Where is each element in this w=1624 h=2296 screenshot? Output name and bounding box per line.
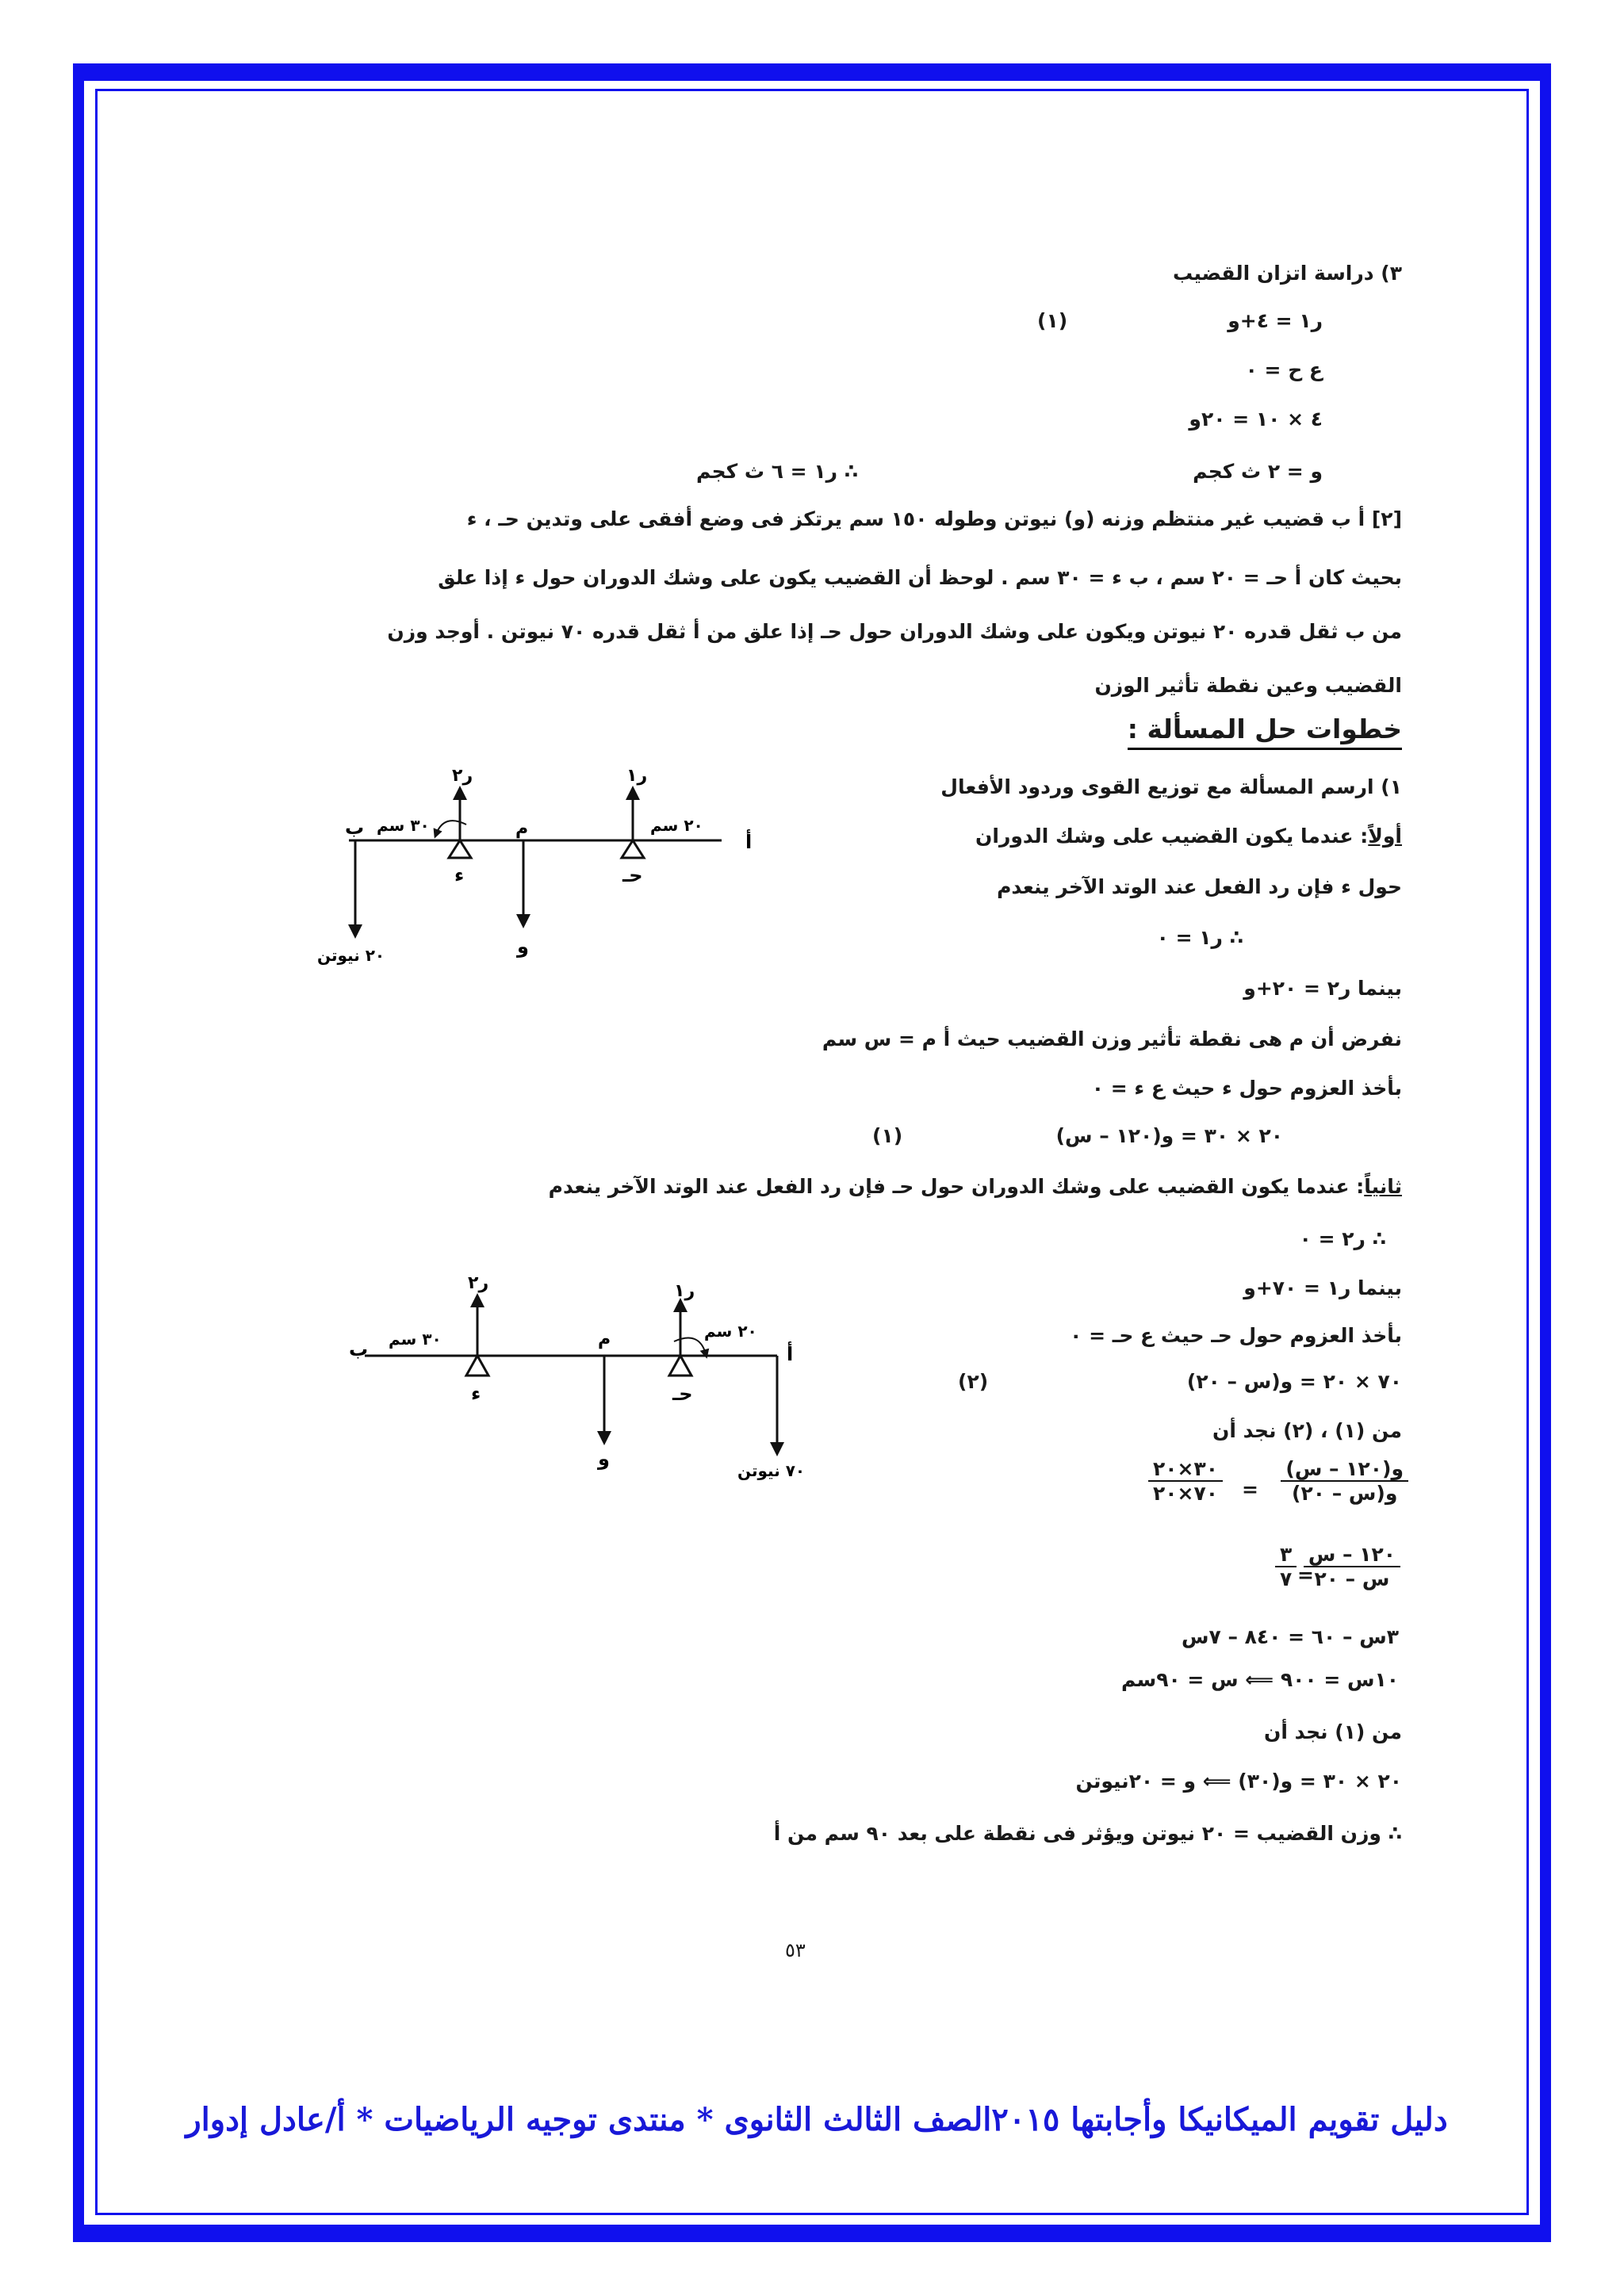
solution-step1: ١) ارسم المسألة مع توزيع القوى وردود الأفعال bbox=[940, 775, 1402, 798]
moments1-number: (١) bbox=[872, 1124, 903, 1147]
label-r2: ر٢ bbox=[468, 1273, 489, 1293]
from-1-line: من (١) نجد أن bbox=[1264, 1720, 1402, 1743]
label-a: أ bbox=[787, 1343, 794, 1365]
label-d: ء bbox=[471, 1383, 481, 1405]
support-d-icon bbox=[449, 840, 471, 858]
diagram-first-case bbox=[301, 745, 777, 999]
label-r2: ر٢ bbox=[452, 766, 473, 786]
label-m: م bbox=[515, 819, 529, 839]
page-number: ٥٣ bbox=[785, 1939, 806, 1961]
first-eq1: ∴ ر١ = ٠ bbox=[1156, 926, 1243, 949]
fraction-2-equals: = bbox=[1297, 1563, 1314, 1586]
problem-line-1: [٢] أ ب قضيب غير منتظم وزنه (و) نيوتن وطوله ١٥٠ سم يرتكز فى وضع أفقى على وتدين حـ ، ء bbox=[466, 507, 1402, 530]
moments2-line: بأخذ العزوم حول حـ حيث ع حـ = ٠ bbox=[1070, 1324, 1402, 1347]
fraction-1-right bbox=[1148, 1457, 1223, 1505]
label-dist-b: ٣٠ سم bbox=[389, 1330, 442, 1349]
part3-eq1-number: (١) bbox=[1037, 309, 1068, 332]
first-case bbox=[975, 825, 1402, 848]
fraction-1-right-numerator: ٣٠×٢٠ bbox=[1148, 1457, 1223, 1482]
problem-line-3: من ب ثقل قدره ٢٠ نيوتن ويكون على وشك الدوران حول حـ إذا علق من أ ثقل قدره ٧٠ نيوتن . أوجد وزن bbox=[387, 620, 1402, 643]
first-case-text: : عندما يكون القضيب على وشك الدوران bbox=[975, 825, 1369, 848]
second-case bbox=[549, 1175, 1402, 1198]
label-load: ٢٠ نيوتن bbox=[317, 946, 385, 965]
label-a: أ bbox=[745, 831, 753, 853]
footer-title: دليل تقويم الميكانيكا وأجابتها ٢٠١٥الصف الثالث الثانوى * منتدى توجيه الرياضيات * أ/عادل إدوار bbox=[186, 2101, 1448, 2138]
rotation-arc-icon bbox=[436, 821, 466, 834]
problem-line-4: القضيب وعين نقطة تأثير الوزن bbox=[1094, 674, 1402, 697]
part3-eq1: ر١ = ٤+و bbox=[1228, 309, 1323, 332]
fraction-2-left-numerator: ١٢٠ – س bbox=[1304, 1543, 1400, 1567]
label-w: و bbox=[598, 1448, 610, 1470]
label-j: حـ bbox=[672, 1383, 693, 1405]
second-eq1: ∴ ر٢ = ٠ bbox=[1299, 1227, 1386, 1250]
fraction-1-left bbox=[1281, 1457, 1408, 1505]
moments1-eq: ٢٠ × ٣٠ = و(١٢٠ – س) bbox=[1055, 1124, 1283, 1147]
label-b: ب bbox=[349, 1338, 369, 1360]
first-case-line2: حول ء فإن رد الفعل عند الوتد الآخر ينعدم bbox=[997, 875, 1402, 898]
diagram-second-case bbox=[333, 1253, 809, 1514]
fraction-1-left-numerator: و(١٢٠ – س) bbox=[1281, 1457, 1408, 1482]
label-w: و bbox=[517, 936, 529, 958]
problem-line-2: بحيث كان أ حـ = ٢٠ سم ، ب ء = ٣٠ سم . لوحظ أن القضيب يكون على وشك الدوران حول ء إذا علق bbox=[438, 566, 1402, 589]
part3-title: ٣) دراسة اتزان القضيب bbox=[1172, 262, 1402, 285]
moments1-line: بأخذ العزوم حول ء حيث ع ء = ٠ bbox=[1091, 1077, 1402, 1100]
equation-b: ١٠س = ٩٠٠ ⟸ س = ٩٠سم bbox=[1120, 1668, 1399, 1691]
label-r1: ر١ bbox=[626, 766, 648, 786]
part3-eq2: ع ح = ٠ bbox=[1245, 358, 1323, 381]
fraction-1-right-denominator: ٧٠×٢٠ bbox=[1153, 1482, 1219, 1505]
solution-heading: خطوات حل المسألة : bbox=[1128, 714, 1402, 750]
label-r1: ر١ bbox=[674, 1281, 695, 1301]
fraction-2-right-numerator: ٣ bbox=[1275, 1543, 1297, 1567]
support-j-icon bbox=[669, 1356, 691, 1376]
label-dist-a: ٢٠ سم bbox=[704, 1322, 757, 1341]
moments2-number: (٢) bbox=[958, 1370, 989, 1393]
second-eq2: بينما ر١ = ٧٠+و bbox=[1243, 1276, 1402, 1299]
conclusion-line: ∴ وزن القضيب = ٢٠ نيوتن ويؤثر فى نقطة على بعد ٩٠ سم من أ bbox=[773, 1822, 1402, 1845]
from-1-2-line: من (١) ، (٢) نجد أن bbox=[1212, 1419, 1402, 1442]
second-case-text: : عندما يكون القضيب على وشك الدوران حول حـ فإن رد الفعل عند الوتد الآخر ينعدم bbox=[548, 1175, 1365, 1198]
label-m: م bbox=[598, 1330, 611, 1349]
part3-eq4b: ∴ ر١ = ٦ ث كجم bbox=[696, 460, 859, 483]
fraction-1-left-denominator: و(س – ٢٠) bbox=[1292, 1482, 1398, 1505]
assume-line: نفرض أن م هى نقطة تأثير وزن القضيب حيث أ م = س سم bbox=[822, 1027, 1402, 1050]
fraction-2-right-denominator: ٧ bbox=[1280, 1567, 1293, 1590]
second-case-label: ثانياً bbox=[1364, 1175, 1402, 1198]
equation-c: ٢٠ × ٣٠ = و(٣٠) ⟸ و = ٢٠نيوتن bbox=[1075, 1770, 1402, 1793]
first-eq2: بينما ر٢ = ٢٠+و bbox=[1243, 977, 1402, 1000]
fraction-2-left bbox=[1304, 1543, 1400, 1590]
rotation-arc-icon bbox=[674, 1338, 706, 1354]
moments2-eq: ٧٠ × ٢٠ = و(س – ٢٠) bbox=[1186, 1370, 1402, 1393]
label-b: ب bbox=[345, 817, 365, 839]
part3-eq4: و = ٢ ث كجم bbox=[1193, 460, 1323, 483]
part3-eq3: ٤ × ١٠ = ٢٠و bbox=[1189, 408, 1323, 430]
equation-a: ٣س – ٦٠ = ٨٤٠ – ٧س bbox=[1181, 1625, 1399, 1648]
fraction-2-right bbox=[1275, 1543, 1297, 1590]
label-d: ء bbox=[454, 864, 465, 886]
label-dist-b: ٣٠ سم bbox=[377, 816, 430, 835]
label-j: حـ bbox=[622, 864, 643, 886]
fraction-2-left-denominator: س – ٢٠ bbox=[1314, 1567, 1390, 1590]
support-d-icon bbox=[466, 1356, 488, 1376]
support-j-icon bbox=[622, 840, 644, 858]
fraction-1-equals: = bbox=[1242, 1478, 1258, 1501]
label-dist-a: ٢٠ سم bbox=[650, 816, 703, 835]
first-case-label: أولاً bbox=[1368, 825, 1402, 848]
label-load: ٧٠ نيوتن bbox=[737, 1461, 806, 1480]
